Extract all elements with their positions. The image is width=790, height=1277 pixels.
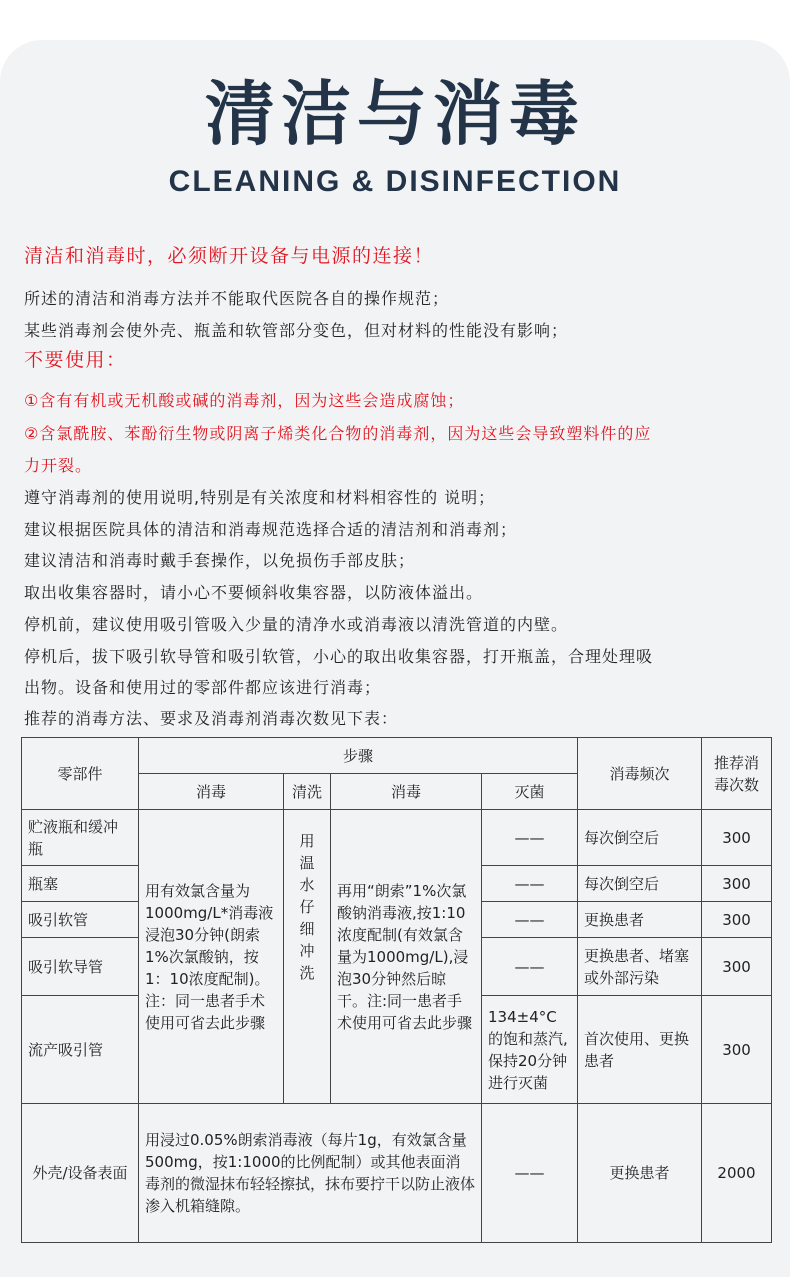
part-cell: 吸引软管 <box>22 902 139 938</box>
note-line: 建议清洁和消毒时戴手套操作，以免损伤手部皮肤； <box>24 551 416 570</box>
header-sterilize: 灭菌 <box>482 774 578 810</box>
part-cell: 贮液瓶和缓冲瓶 <box>22 810 139 866</box>
sterilize-cell: —— <box>482 902 578 938</box>
part-cell: 流产吸引管 <box>22 996 139 1104</box>
sterilize-cell: —— <box>482 1104 578 1243</box>
note-line: 所述的清洁和消毒方法并不能取代医院各自的操作规范； <box>24 289 450 308</box>
note-line: 建议根据医院具体的清洁和消毒规范选择合适的清洁剂和消毒剂； <box>24 520 518 539</box>
do-not-use-heading: 不要使用： <box>24 349 127 371</box>
count-cell: 300 <box>702 996 772 1104</box>
do-not-use-item: 力开裂。 <box>24 456 93 475</box>
part-cell: 吸引软导管 <box>22 938 139 996</box>
page-subtitle: CLEANING & DISINFECTION <box>168 165 622 198</box>
sterilize-cell: —— <box>482 810 578 866</box>
power-warning: 清洁和消毒时，必须断开设备与电源的连接！ <box>24 245 435 267</box>
note-line: 停机前，建议使用吸引管吸入少量的清净水或消毒液以清洗管道的内壁。 <box>24 615 569 634</box>
frequency-cell: 更换患者、堵塞或外部污染 <box>578 938 702 996</box>
header-part: 零部件 <box>22 738 139 810</box>
frequency-cell: 更换患者 <box>578 1104 702 1243</box>
frequency-cell: 更换患者 <box>578 902 702 938</box>
header-count: 推荐消毒次数 <box>702 738 772 810</box>
note-line: 推荐的消毒方法、要求及消毒剂消毒次数见下表： <box>24 709 399 728</box>
header-disinfect-2: 消毒 <box>331 774 482 810</box>
frequency-cell: 首次使用、更换患者 <box>578 996 702 1104</box>
sterilize-cell: —— <box>482 938 578 996</box>
count-cell: 2000 <box>702 1104 772 1243</box>
header-steps: 步骤 <box>139 738 578 774</box>
part-cell: 外壳/设备表面 <box>22 1104 139 1243</box>
do-not-use-item: ②含氯酰胺、苯酚衍生物或阴离子烯类化合物的消毒剂，因为这些会导致塑料件的应 <box>24 424 652 443</box>
disinfect-method: 用有效氯含量为1000mg/L*消毒液浸泡30分钟(朗索1%次氯酸钠，按1：10浓度配制)。注：同一患者手术使用可省去此步骤 <box>139 810 284 1104</box>
part-cell: 瓶塞 <box>22 866 139 902</box>
disinfect-method-2: 再用“朗索”1%次氯酸钠消毒液,按1:10浓度配制(有效氯含量为1000mg/L),浸泡30分钟然后晾干。注:同一患者手术使用可省去此步骤 <box>331 810 482 1104</box>
page-title: 清洁与消毒 <box>205 73 585 155</box>
count-cell: 300 <box>702 938 772 996</box>
rinse-method: 用 温 水 仔 细 冲 洗 <box>284 810 331 1104</box>
note-line: 停机后，拔下吸引软导管和吸引软管，小心的取出收集容器，打开瓶盖，合理处理吸 <box>24 647 654 666</box>
frequency-cell: 每次倒空后 <box>578 866 702 902</box>
count-cell: 300 <box>702 810 772 866</box>
sterilize-cell: 134±4°C的饱和蒸汽,保持20分钟进行灭菌 <box>482 996 578 1104</box>
note-line: 遵守消毒剂的使用说明,特别是有关浓度和材料相容性的 说明； <box>24 488 496 507</box>
header-rinse: 清洗 <box>284 774 331 810</box>
note-line: 某些消毒剂会使外壳、瓶盖和软管部分变色，但对材料的性能没有影响； <box>24 321 569 340</box>
note-line: 取出收集容器时，请小心不要倾斜收集容器，以防液体溢出。 <box>24 583 484 602</box>
note-line: 出物。设备和使用过的零部件都应该进行消毒； <box>24 678 382 697</box>
housing-method: 用浸过0.05%朗索消毒液（每片1g，有效氯含量500mg，按1:1000的比例配制）或其他表面消毒剂的微湿抹布轻轻擦拭，抹布要拧干以防止液体渗入机箱缝隙。 <box>139 1104 482 1243</box>
frequency-cell: 每次倒空后 <box>578 810 702 866</box>
sterilize-cell: —— <box>482 866 578 902</box>
count-cell: 300 <box>702 902 772 938</box>
disinfection-table <box>21 737 772 1243</box>
do-not-use-item: ①含有有机或无机酸或碱的消毒剂，因为这些会造成腐蚀； <box>24 391 465 410</box>
header-disinfect: 消毒 <box>139 774 284 810</box>
count-cell: 300 <box>702 866 772 902</box>
header-frequency: 消毒频次 <box>578 738 702 810</box>
